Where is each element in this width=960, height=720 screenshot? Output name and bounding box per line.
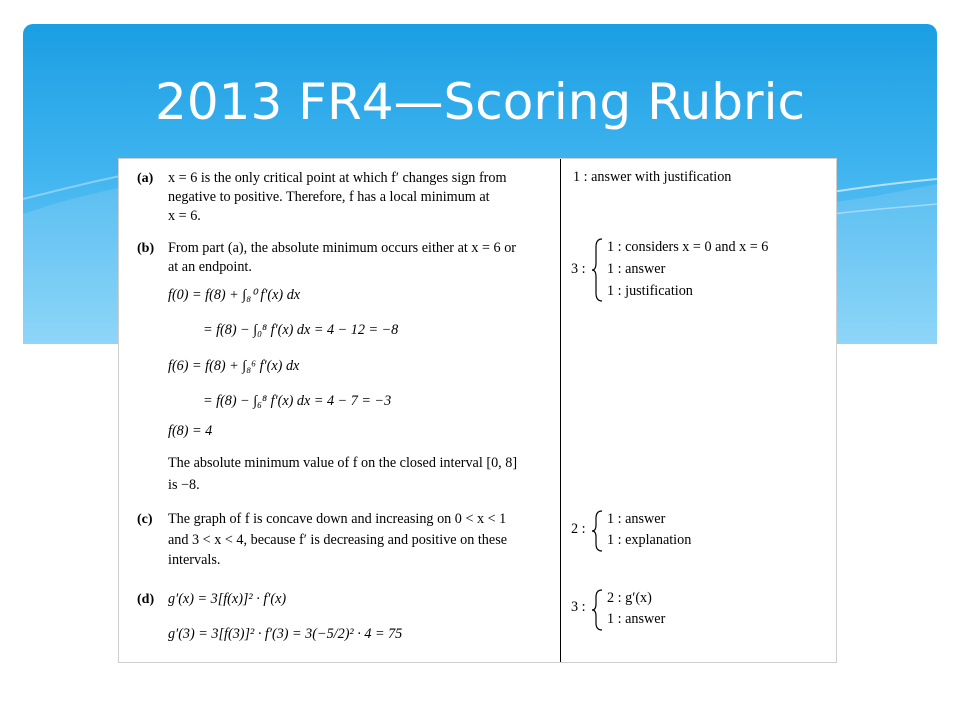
- part-b-conclusion-1: The absolute minimum value of f on the closed interval [0, 8]: [168, 455, 518, 471]
- part-c-brace: [591, 509, 605, 553]
- part-c-label: (c): [137, 512, 153, 527]
- part-b-eq-4: = f(8) − ∫₆⁸ f′(x) dx = 4 − 7 = −3: [203, 393, 392, 409]
- column-divider: [560, 159, 561, 662]
- part-c-point-2: 1 : explanation: [607, 532, 692, 548]
- part-b-point-2: 1 : answer: [607, 261, 666, 277]
- part-a-points: 1 : answer with justification: [573, 169, 732, 185]
- part-b-conclusion-2: is −8.: [168, 477, 200, 493]
- part-a-line-2: negative to positive. Therefore, f has a local minimum at: [168, 189, 490, 205]
- part-c-line-1: The graph of f is concave down and increasing on 0 < x < 1: [168, 511, 507, 527]
- part-b-eq-3: f(6) = f(8) + ∫₈⁶ f′(x) dx: [168, 358, 300, 374]
- part-d-eq-2: g′(3) = 3[f(3)]² · f′(3) = 3(−5/2)² · 4 = 75: [168, 626, 403, 642]
- part-d-point-1: 2 : g′(x): [607, 590, 652, 606]
- part-b-brace: [591, 237, 605, 303]
- part-d-brace: [591, 588, 605, 632]
- part-a-label: (a): [137, 171, 154, 186]
- part-d-eq-1: g′(x) = 3[f(x)]² · f′(x): [168, 591, 287, 607]
- part-c-line-3: intervals.: [168, 552, 221, 568]
- slide-title: 2013 FR4—Scoring Rubric: [155, 73, 805, 131]
- part-c-total: 2 :: [571, 521, 586, 537]
- part-b-point-3: 1 : justification: [607, 283, 693, 299]
- part-b-total: 3 :: [571, 261, 586, 277]
- part-a-line-1: x = 6 is the only critical point at which f′ changes sign from: [168, 170, 507, 186]
- part-b-eq-1: f(0) = f(8) + ∫₈⁰ f′(x) dx: [168, 287, 301, 303]
- scoring-rubric-panel: [118, 158, 837, 663]
- part-d-point-2: 1 : answer: [607, 611, 666, 627]
- part-c-point-1: 1 : answer: [607, 511, 666, 527]
- part-d-total: 3 :: [571, 599, 586, 615]
- part-a-line-3: x = 6.: [168, 208, 201, 224]
- part-d-label: (d): [137, 592, 155, 607]
- part-c-line-2: and 3 < x < 4, because f′ is decreasing and positive on these: [168, 532, 508, 548]
- part-b-point-1: 1 : considers x = 0 and x = 6: [607, 239, 769, 255]
- part-b-eq-2: = f(8) − ∫₀⁸ f′(x) dx = 4 − 12 = −8: [203, 322, 399, 338]
- part-b-intro-1: From part (a), the absolute minimum occurs either at x = 6 or: [168, 240, 517, 256]
- part-b-intro-2: at an endpoint.: [168, 259, 252, 275]
- part-b-label: (b): [137, 241, 155, 256]
- part-b-eq-5: f(8) = 4: [168, 423, 213, 439]
